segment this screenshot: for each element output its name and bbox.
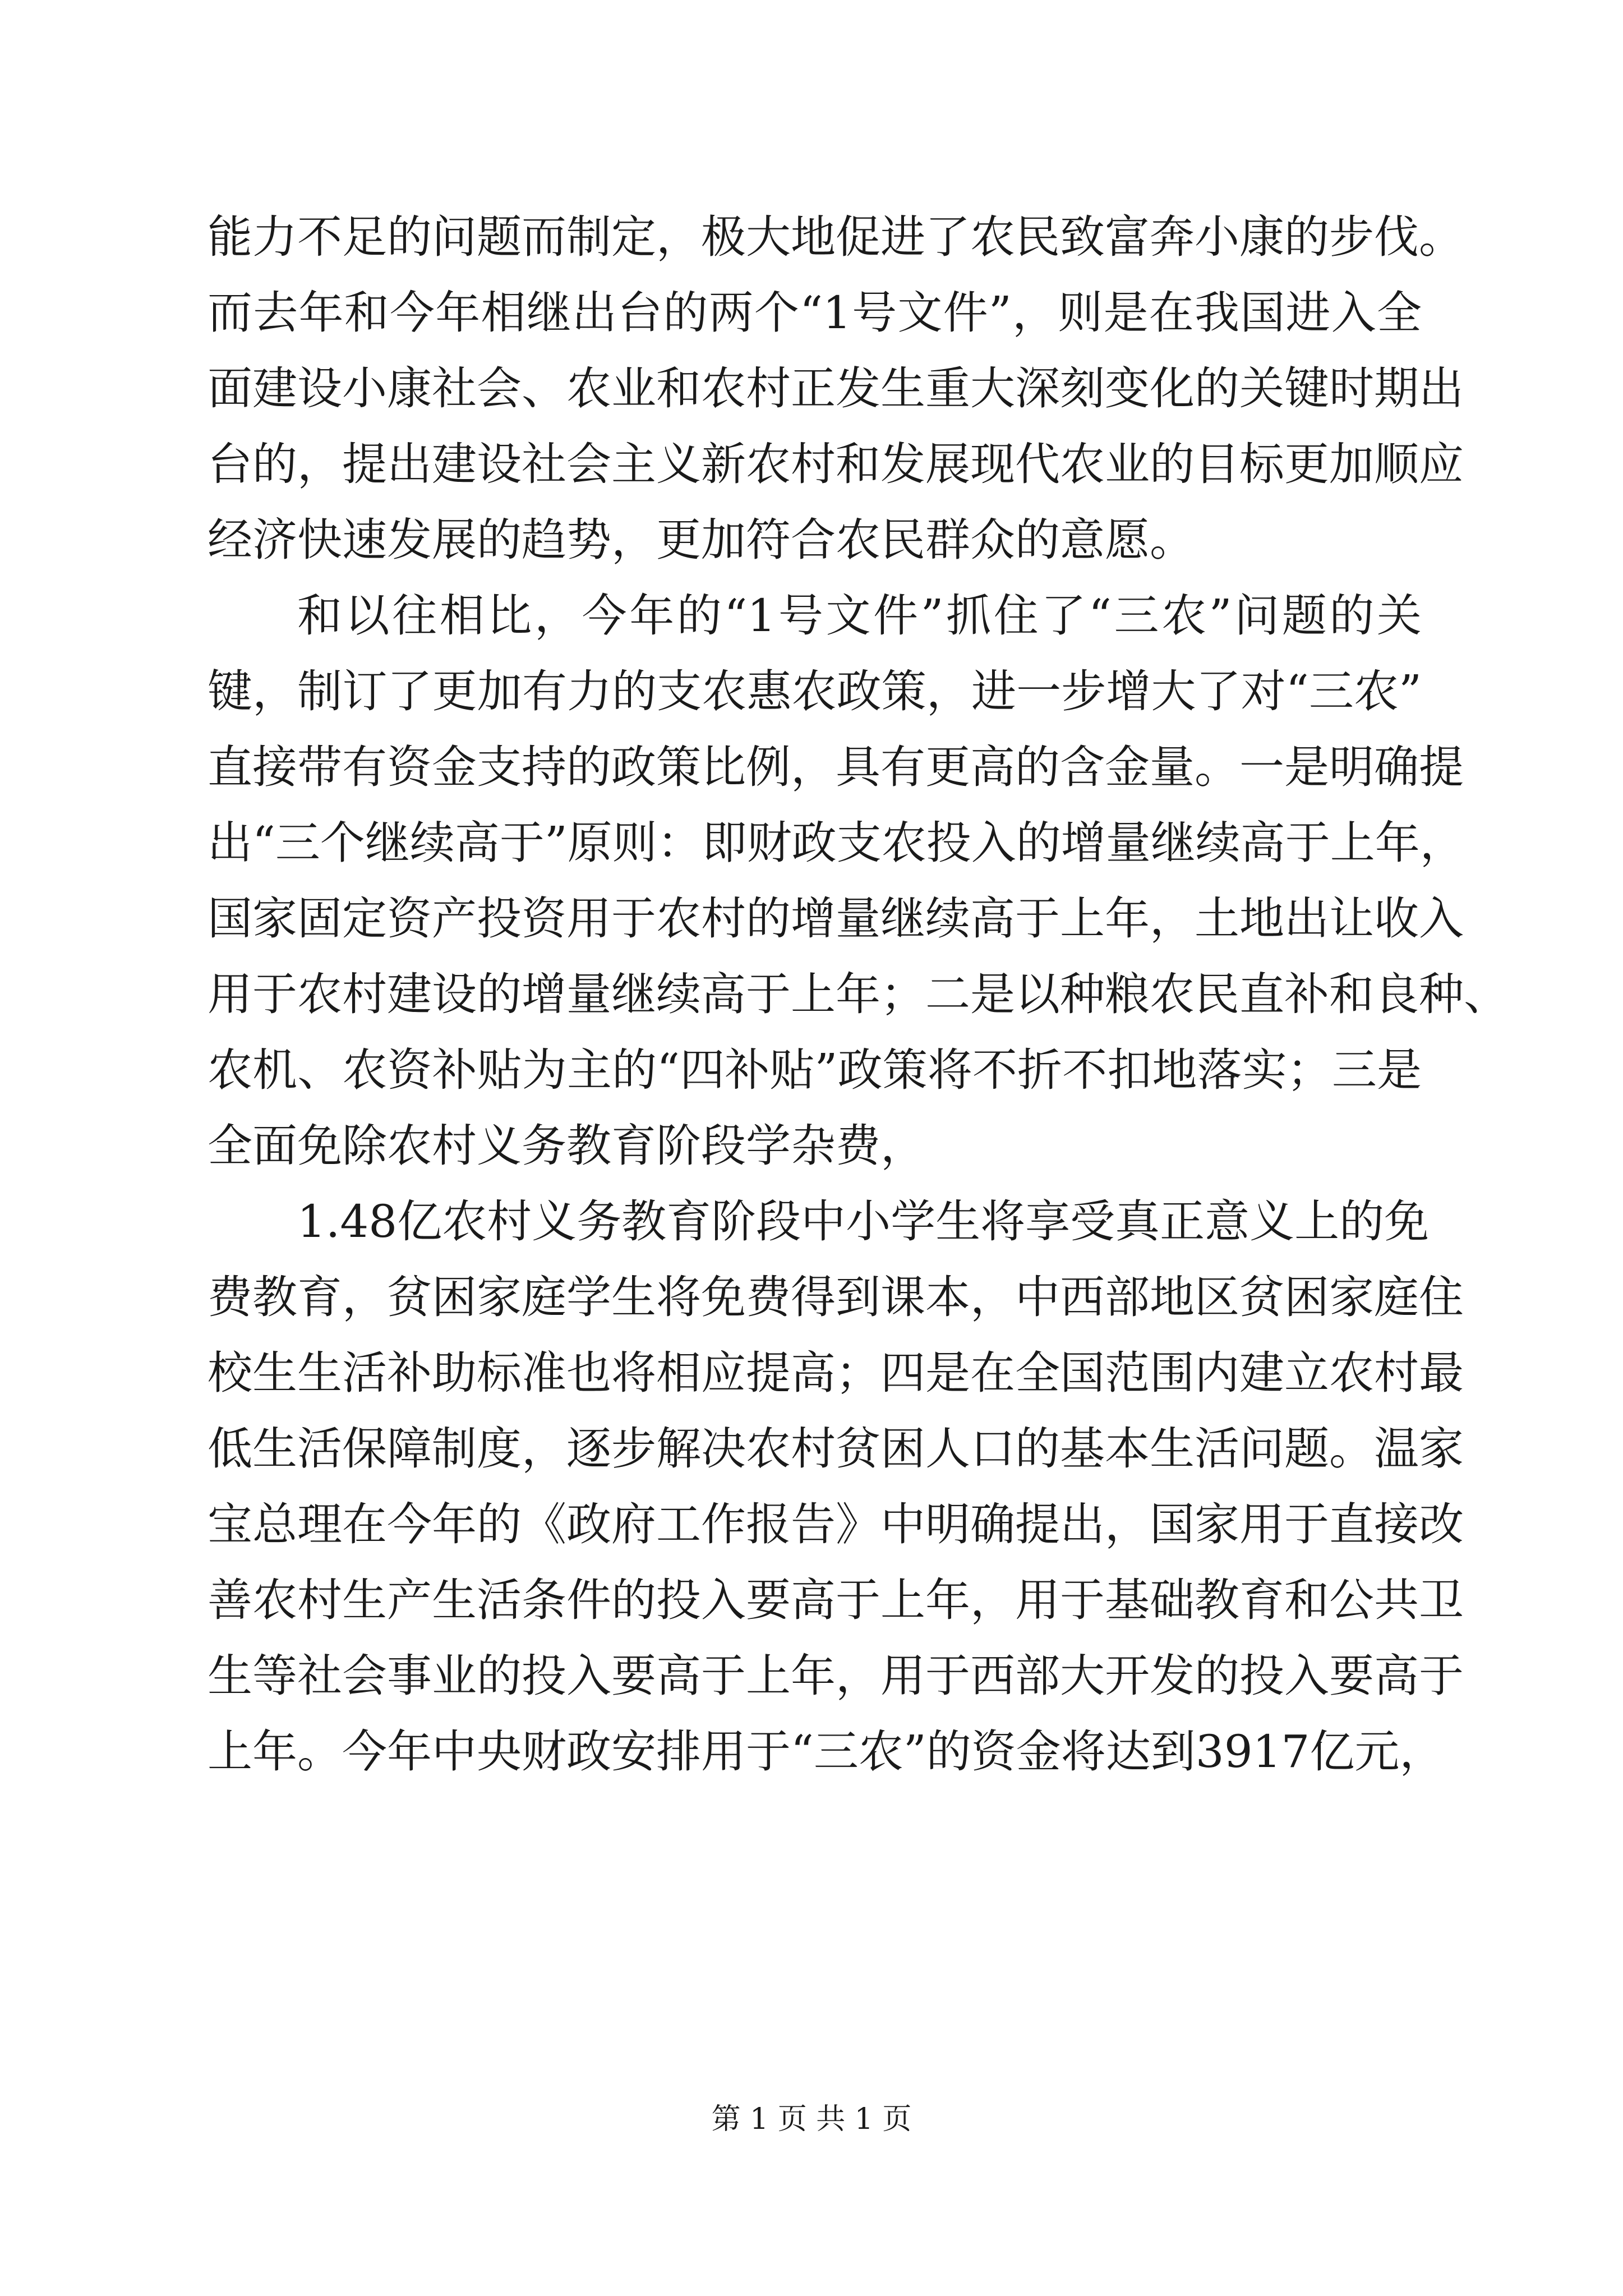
text-line: 键，制订了更加有力的支农惠农政策，进一步增大了对“三农” bbox=[208, 665, 1422, 717]
text-line: 和以往相比，今年的“1号文件”抓住了“三农”问题的关 bbox=[297, 590, 1422, 642]
text-line: 经济快速发展的趋势，更加符合农民群众的意愿。 bbox=[208, 514, 1195, 566]
text-line: 直接带有资金支持的政策比例，具有更高的含金量。一是明确提 bbox=[208, 741, 1464, 793]
text-line: 校生生活补助标准也将相应提高；四是在全国范围内建立农村最 bbox=[208, 1347, 1464, 1399]
text-line: 生等社会事业的投入要高于上年，用于西部大开发的投入要高于 bbox=[208, 1650, 1464, 1702]
text-line: 全面免除农村义务教育阶段学杂费， bbox=[208, 1120, 925, 1172]
text-line: 台的，提出建设社会主义新农村和发展现代农业的目标更加顺应 bbox=[208, 438, 1464, 490]
text-line: 费教育，贫困家庭学生将免费得到课本，中西部地区贫困家庭住 bbox=[208, 1271, 1464, 1323]
text-line: 宝总理在今年的《政府工作报告》中明确提出，国家用于直接改 bbox=[208, 1498, 1464, 1550]
text-line: 而去年和今年相继出台的两个“1号文件”，则是在我国进入全 bbox=[208, 287, 1422, 339]
text-line: 用于农村建设的增量继续高于上年；二是以种粮农民直补和良种、 bbox=[208, 968, 1509, 1020]
text-line: 国家固定资产投资用于农村的增量继续高于上年，土地出让收入 bbox=[208, 892, 1464, 945]
text-line: 1.48亿农村义务教育阶段中小学生将享受真正意义上的免 bbox=[297, 1195, 1430, 1248]
text-line: 上年。今年中央财政安排用于“三农”的资金将达到3917亿元， bbox=[208, 1726, 1445, 1778]
text-line: 出“三个继续高于”原则：即财政支农投入的增量继续高于上年， bbox=[208, 817, 1465, 869]
text-line: 能力不足的问题而制定，极大地促进了农民致富奔小康的步伐。 bbox=[208, 211, 1464, 263]
text-line: 善农村生产生活条件的投入要高于上年，用于基础教育和公共卫 bbox=[208, 1574, 1464, 1626]
page-footer: 第 1 页 共 1 页 bbox=[711, 2102, 912, 2136]
document-body bbox=[208, 199, 1509, 1789]
text-line: 低生活保障制度，逐步解决农村贫困人口的基本生活问题。温家 bbox=[208, 1423, 1464, 1475]
text-line: 农机、农资补贴为主的“四补贴”政策将不折不扣地落实；三是 bbox=[208, 1044, 1422, 1096]
text-line: 面建设小康社会、农业和农村正发生重大深刻变化的关键时期出 bbox=[208, 362, 1464, 415]
